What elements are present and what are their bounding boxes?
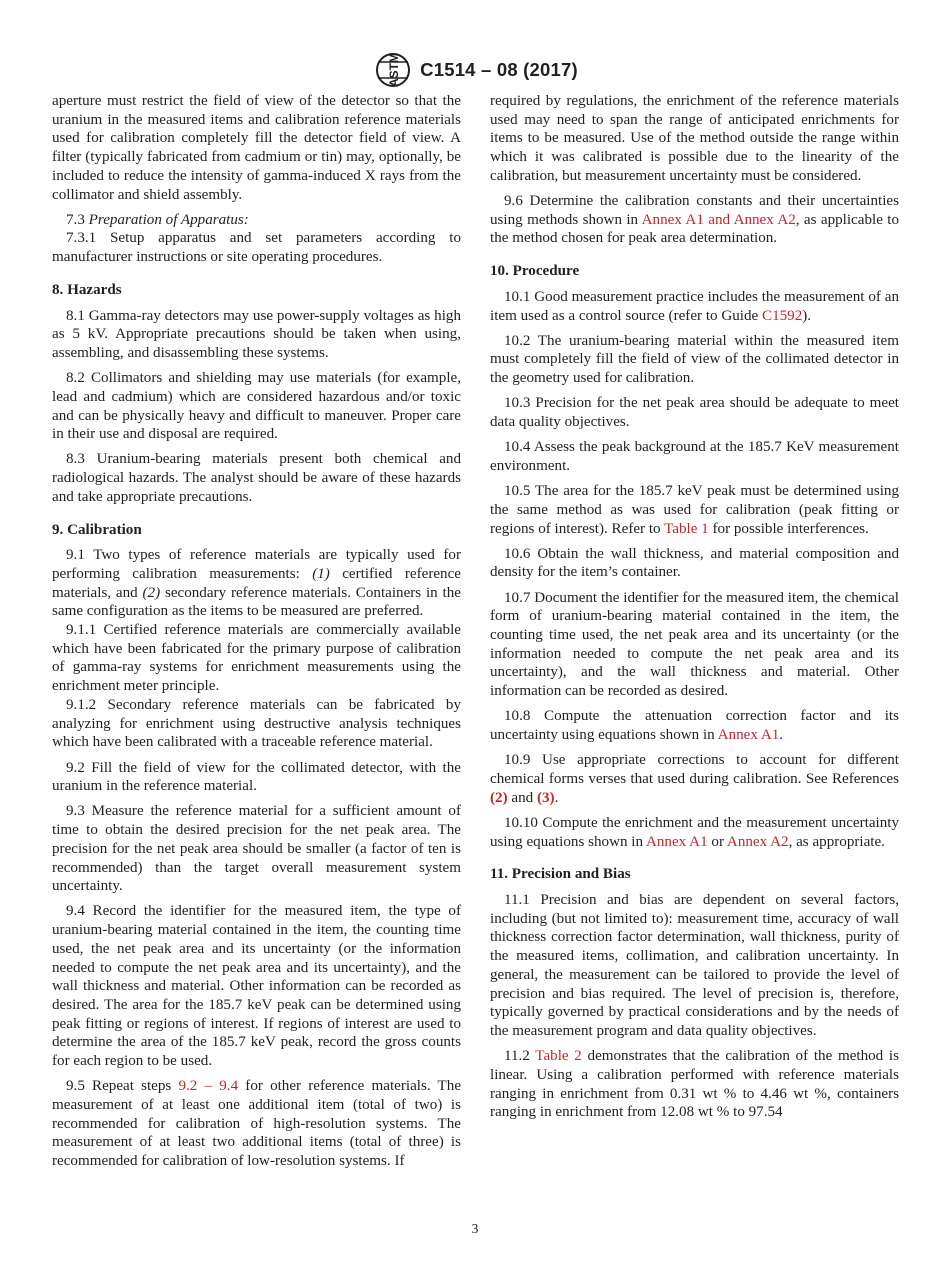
link-annex-a1-a2[interactable]: Annex A1 and Annex A2: [641, 211, 796, 228]
link-reference-3[interactable]: (3): [536, 789, 555, 806]
section-10-2: 10.2 The uranium-bearing material within the measured item must completely fill the field of view of the collimated detector in the geometry used for calibration.: [490, 332, 899, 387]
section-10-8: 10.8 Compute the attenuation correction factor and its uncertainty using equations shown in Annex A1.: [490, 708, 899, 744]
section-8-3: 8.3 Uranium-bearing materials present both chemical and radiological hazards. The analyst should be aware of these hazards and take appropriate precautions.: [52, 451, 461, 505]
svg-text:ASTM: ASTM: [387, 53, 402, 87]
section-10-9: 10.9 Use appropriate corrections to account for different chemical forms verses that used during calibration. See References (2) and (3).: [490, 752, 899, 806]
section-10-3: 10.3 Precision for the net peak area should be adequate to meet data quality objectives.: [490, 395, 899, 431]
heading-procedure: 10. Procedure: [490, 263, 580, 280]
heading-calibration: 9. Calibration: [52, 521, 142, 538]
heading-precision-bias: 11. Precision and Bias: [490, 866, 631, 883]
section-10-5: 10.5 The area for the 185.7 keV peak must be determined using the same method as was used for calibration (peak fitting or regions of interest). Refer to Table 1 for possible interferences.: [490, 483, 899, 537]
section-10-7: 10.7 Document the identifier for the measured item, the chemical form of uranium-bearing material contained in the item, the counting time used, the net peak area and its uncertainty (or the information needed to compute the net peak area and its uncertainty), and the wall thickness and material. Other information can be recorded as desired.: [490, 589, 899, 700]
page-number: 3: [471, 1221, 479, 1236]
section-9-4: 9.4 Record the identifier for the measured item, the type of uranium-bearing material contained in the item, the counting time used, the net peak area and its uncertainty (or the information needed to compute the net peak area and its uncertainty), and the wall thickness and material. Other information can be recorded as desired. The area for the 185.7 keV peak can be determined using peak fitting or regions of interest. If regions of interest are used to determine the area of the 185.7 keV peak, record the gross counts for each region to be used.: [52, 903, 461, 1070]
link-guide-c1592[interactable]: C1592: [762, 307, 803, 324]
section-7-3-1: 7.3.1 Setup apparatus and set parameters according to manufacturer instructions or site operating procedures.: [52, 230, 461, 266]
astm-logo-icon: [372, 52, 414, 88]
section-9-3: 9.3 Measure the reference material for a sufficient amount of time to obtain the desired precision for the net peak area. The precision for the net peak area should be smaller (a factor of ten is recommended) than the target overall measurement system uncertainty.: [52, 803, 461, 895]
section-9-6: 9.6 Determine the calibration constants and their uncertainties using methods shown in Annex A1 and Annex A2, as applicable to the method chosen for peak area determination.: [490, 193, 899, 247]
left-column: [52, 92, 461, 1177]
link-reference-2[interactable]: (2): [490, 789, 508, 806]
paragraph-continued: required by regulations, the enrichment of the reference materials used may need to span the range of anticipated enrichments for items to be measured. Use of the method outside the range within which it was calibrated is possible due to the linearity of the calibration, but measurement uncertainty must be considered.: [490, 93, 899, 184]
section-10-4: 10.4 Assess the peak background at the 185.7 KeV measurement environment.: [490, 439, 899, 474]
section-8-1: 8.1 Gamma-ray detectors may use power-supply voltages as high as 5 kV. Appropriate precautions should be taken when using, assembling, and disassembling these systems.: [52, 307, 461, 361]
section-10-10: 10.10 Compute the enrichment and the measurement uncertainty using equations shown in Annex A1 or Annex A2, as appropriate.: [490, 814, 899, 850]
section-11-1: 11.1 Precision and bias are dependent on several factors, including (but not limited to): measurement time, accuracy of wall thickness correction factor determination, wall thickness, purity of the measured items, collimation, and calibration uncertainty. In general, the measurement can be tailored to provide the level of precision and bias required. The level of precision is, therefore, typically governed by practical considerations and by the needs of the measurement program and data quality objectives.: [490, 892, 899, 1039]
section-10-6: 10.6 Obtain the wall thickness, and material composition and density for the item’s container.: [490, 545, 899, 581]
right-column: [490, 92, 899, 1128]
section-9-1-1: 9.1.1 Certified reference materials are commercially available which have been fabricated for the primary purpose of calibration of gamma-ray systems for enrichment measurements using the enrichment meter principle.: [52, 622, 461, 695]
page-header: [0, 52, 950, 93]
section-10-1: 10.1 Good measurement practice includes the measurement of an item used as a control source (refer to Guide C1592).: [490, 288, 899, 324]
link-annex-a1[interactable]: Annex A1: [717, 727, 780, 744]
section-11-2: 11.2 Table 2 demonstrates that the calibration of the method is linear. Using a calibration performed with reference materials ranging in enrichment from 0.31 wt % to 4.46 wt %, containers ranging in enrichment from 12.08 wt % to 97.54: [490, 1048, 899, 1121]
section-9-1-2: 9.1.2 Secondary reference materials can be fabricated by analyzing for enrichment using destructive analysis techniques which have been calibrated with a traceable reference material.: [52, 696, 461, 751]
standard-designation: C1514 – 08 (2017): [420, 59, 578, 80]
heading-hazards: 8. Hazards: [52, 281, 122, 298]
link-table-2[interactable]: Table 2: [535, 1048, 582, 1065]
section-9-5: 9.5 Repeat steps 9.2 – 9.4 for other reference materials. The measurement of at least one additional item (total of two) is recommended for calibration of high-resolution systems. The measurement of at least two additional items (total of three) is recommended for calibration of low-resolution systems. If: [52, 1078, 462, 1170]
section-7-3: 7.3 Preparation of Apparatus:: [66, 211, 249, 228]
link-steps-9-2-9-4[interactable]: 9.2 – 9.4: [178, 1078, 239, 1095]
link-table-1[interactable]: Table 1: [664, 520, 709, 537]
section-8-2: 8.2 Collimators and shielding may use materials (for example, lead and cadmium) which are considered hazardous and/or toxic and can be physically heavy and difficult to maneuver. Proper care in their use and disposal are required.: [52, 370, 461, 443]
section-9-2: 9.2 Fill the field of view for the collimated detector, with the uranium in the reference material.: [52, 759, 461, 795]
link-annex-a2[interactable]: Annex A2: [726, 833, 789, 850]
link-annex-a1-b[interactable]: Annex A1: [645, 833, 708, 850]
paragraph-aperture: aperture must restrict the field of view of the detector so that the uranium in the measured items and calibration reference materials used for calibration completely fill the detector field of view. A filter (typically fabricated from cadmium or tin) may, optionally, be included to reduce the intensity of gamma-induced X rays from the collimator and shield assembly.: [52, 93, 461, 203]
section-9-1: 9.1 Two types of reference materials are typically used for performing calibration measurements: (1) certified reference materials, and (2) secondary reference materials. Containers in the same configuration as the items to be measured are preferred.: [52, 547, 462, 620]
